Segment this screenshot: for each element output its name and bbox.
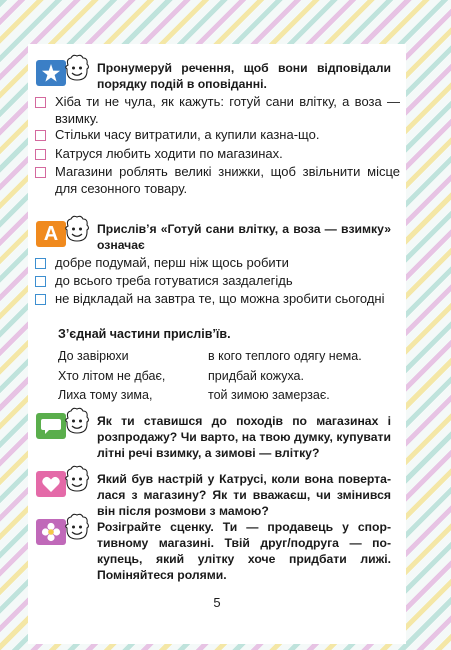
option-text: добре подумай, перш ніж щось робити [55, 255, 289, 270]
task-6 [36, 519, 398, 583]
proverb-start-3[interactable]: Лиха тому зима, [58, 388, 153, 402]
task-1-instruction: Пронумеруй речення, щоб вони відповідали порядку подій в оповіданні. [97, 61, 391, 91]
answer-checkbox[interactable] [35, 258, 46, 269]
task-2-option-2 [35, 273, 400, 290]
heart-badge-icon [36, 471, 66, 497]
smiley-face-icon [63, 215, 91, 243]
task-2-header [36, 221, 398, 253]
option-text: Магазини роблять великі знижки, щоб звільнити місце для сезонного товару. [55, 164, 400, 196]
option-text: Катруся любить ходити по магазинах. [55, 146, 283, 161]
option-text: до всього треба готуватися заздалегідь [55, 273, 293, 288]
smiley-face-icon [63, 54, 91, 82]
task-6-text: Розіграйте сценку. Ти — продавець у спортивному магазині. Твій друг/подруга — покупець, який улітку хоче придбати лижі. Поміняйтеся ролями. [97, 520, 391, 582]
task-2-option-1 [35, 255, 400, 272]
answer-checkbox[interactable] [35, 294, 46, 305]
option-text: Хіба ти не чула, як кажуть: готуй сани влітку, а воза — взимку. [55, 94, 400, 126]
task-1-option-4 [35, 164, 400, 197]
smiley-face-icon [63, 513, 91, 541]
order-checkbox[interactable] [35, 130, 46, 141]
option-text: Стільки часу витратили, а купили казна-що. [55, 127, 320, 142]
task-1-header [36, 60, 398, 92]
proverb-end-2[interactable]: придбай кожуха. [208, 369, 304, 383]
task-5 [36, 471, 398, 519]
task-1-option-3 [35, 146, 400, 163]
proverb-end-3[interactable]: той зимою замерзає. [208, 388, 330, 402]
task-1-option-2 [35, 127, 400, 144]
task-4 [36, 413, 398, 461]
option-text: не відкладай на завтра те, що можна зробити сьогодні [55, 291, 385, 306]
letter-a-badge-icon [36, 221, 66, 247]
proverb-start-1[interactable]: До завірюхи [58, 349, 129, 363]
task-1-option-1 [35, 94, 400, 127]
smiley-face-icon [63, 407, 91, 435]
task-2-question: Прислів’я «Готуй сани влітку, а воза — взимку» означає [97, 222, 391, 252]
order-checkbox[interactable] [35, 167, 46, 178]
flower-badge-icon [36, 519, 66, 545]
task-5-text: Який був настрій у Катрусі, коли вона поверталася з магазину? Як ти вважаєш, чи змінився він після розмови з мамою? [97, 472, 391, 518]
order-checkbox[interactable] [35, 97, 46, 108]
task-3-title: З’єднай частини прислів’їв. [58, 327, 231, 341]
page [28, 44, 406, 644]
order-checkbox[interactable] [35, 149, 46, 160]
task-2-option-3 [35, 291, 400, 308]
star-badge-icon [36, 60, 66, 86]
proverb-start-2[interactable]: Хто літом не дбає, [58, 369, 166, 383]
page-number: 5 [213, 595, 221, 610]
answer-checkbox[interactable] [35, 276, 46, 287]
task-4-text: Як ти ставишся до походів по магазинах і розпродажу? Чи варто, на твою думку, купувати літні речі взимку, а зимові — влітку? [97, 414, 391, 460]
smiley-face-icon [63, 465, 91, 493]
proverb-end-1[interactable]: в кого теплого одягу нема. [208, 349, 362, 363]
speech-bubble-badge-icon [36, 413, 66, 439]
badge-letter: A [43, 223, 59, 245]
